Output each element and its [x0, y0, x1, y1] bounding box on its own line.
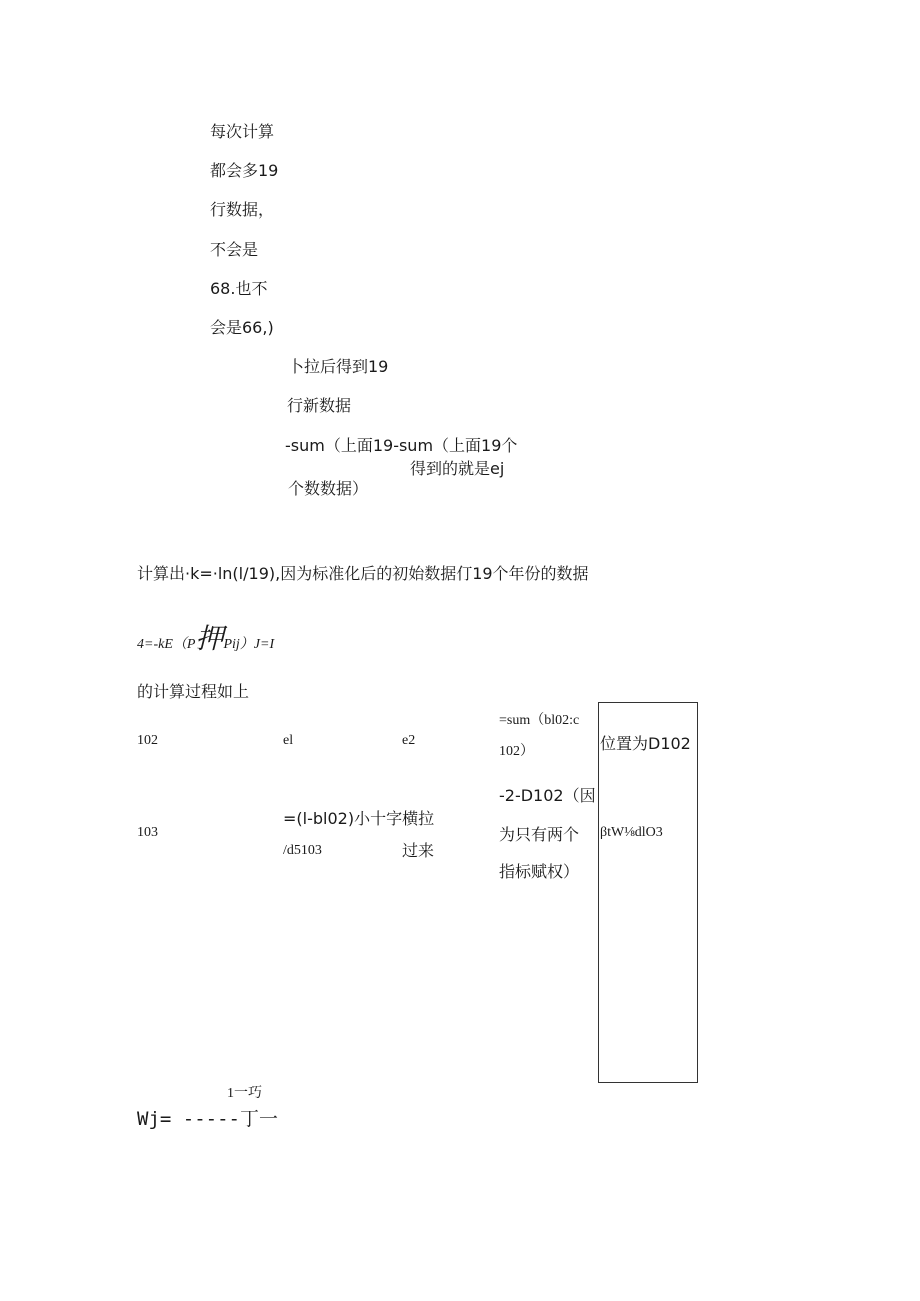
row-102-sum-line-2: 102） — [499, 744, 534, 759]
row-103-formula-line-1 — [283, 811, 434, 827]
row-102-sum-line-1: =sum（bl02:c — [499, 713, 580, 728]
box-line-formula: βtW⅛dlO3 — [600, 825, 663, 840]
row-103-formula-line-2: /d5103 — [283, 843, 322, 858]
entropy-formula-left: 4=-kE（P — [137, 637, 196, 652]
note-line-1: 每次计算 — [210, 122, 275, 141]
row-102-label: 102 — [137, 733, 158, 748]
highlight-box — [598, 702, 698, 1083]
weight-formula-numerator: 1一巧 — [227, 1086, 262, 1101]
note-line-5: 68.也不 — [210, 279, 268, 298]
drag-note-line-3: -sum（上面19-sum（上面19个 — [285, 436, 518, 455]
row-103-formula-text: =(l-bl02)小十字横拉 — [283, 809, 435, 828]
row-103-formula-line-3: 过来 — [402, 841, 435, 860]
drag-note-line-4: 得到的就是ej — [410, 459, 505, 478]
row-103-note-line-1: -2-D102（因 — [499, 786, 596, 805]
entropy-formula — [137, 622, 275, 655]
row-102-e2: e2 — [402, 733, 416, 748]
entropy-formula-glyph: 押 — [195, 622, 224, 655]
entropy-formula-right: Pij）J=I — [223, 637, 275, 652]
row-103-label: 103 — [137, 825, 158, 840]
note-line-4: 不会是 — [210, 240, 259, 259]
box-line-position: 位置为D102 — [600, 734, 691, 753]
row-102-e1: el — [283, 733, 294, 748]
drag-note-line-5: 个数数据） — [288, 479, 369, 498]
row-103-note-line-3: 指标赋权） — [499, 862, 580, 881]
weight-formula: Wj= -----丁一 — [137, 1108, 278, 1130]
calc-process-label: 的计算过程如上 — [137, 682, 250, 701]
drag-note-line-1: 卜拉后得到19 — [288, 357, 389, 376]
note-line-3: 行数据， — [210, 200, 275, 219]
note-line-2: 都会多19 — [210, 161, 279, 180]
row-103-note-line-2: 为只有两个 — [499, 825, 580, 844]
note-line-6: 会是66,) — [210, 318, 274, 337]
calc-k-line: 计算出·k=·ln(l/19),因为标准化后的初始数据仃19个年份的数据 — [137, 564, 589, 583]
drag-note-line-2: 行新数据 — [287, 396, 352, 415]
